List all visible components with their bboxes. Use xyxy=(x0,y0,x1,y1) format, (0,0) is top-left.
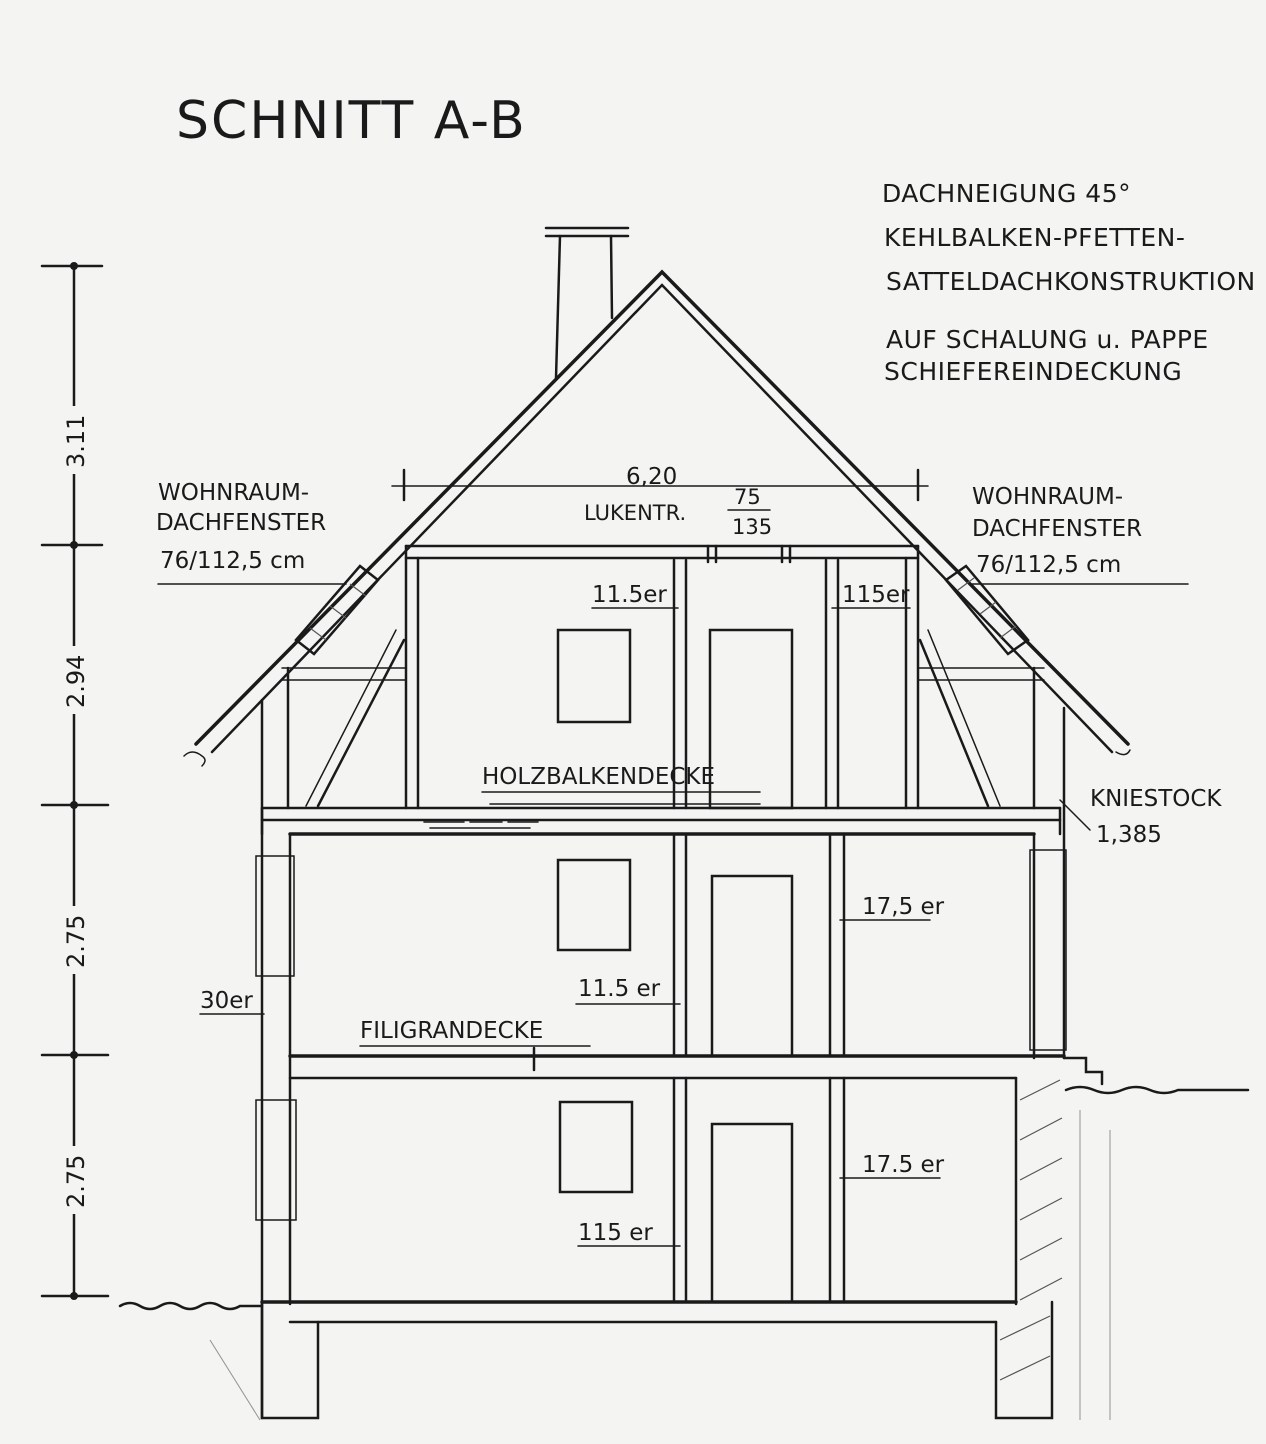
level-dimension-line xyxy=(42,262,108,1300)
construction-notes xyxy=(882,179,1256,386)
dormer-left-line1: WOHNRAUM- xyxy=(158,480,310,506)
chimney xyxy=(546,228,628,378)
label-upper-wall-mid: 11.5 er xyxy=(578,976,661,1002)
width-top-value: 6,20 xyxy=(626,464,678,490)
ground-floor xyxy=(256,1078,844,1302)
hatch-size-num: 75 xyxy=(734,485,761,509)
dormer-right-line1: WOHNRAUM- xyxy=(972,484,1124,510)
width-dimension xyxy=(392,464,928,539)
label-kniestock: KNIESTOCK xyxy=(1090,786,1222,812)
foundation xyxy=(262,1080,1062,1418)
dormer-left-line2: DACHFENSTER xyxy=(156,510,327,536)
dormer-right xyxy=(946,566,1028,654)
note-roof-pitch: DACHNEIGUNG 45° xyxy=(882,179,1132,208)
label-filigrandecke: FILIGRANDECKE xyxy=(360,1018,544,1044)
dormer-right-line2: DACHFENSTER xyxy=(972,516,1143,542)
drawing-title: SCHNITT A-B xyxy=(176,91,527,151)
hatch-label: LUKENTR. xyxy=(584,501,687,525)
label-leaders xyxy=(200,608,1090,1246)
label-kniestock-value: 1,385 xyxy=(1096,822,1162,848)
note-covering-2: SCHIEFEREINDECKUNG xyxy=(884,357,1183,386)
note-construction-1: KEHLBALKEN-PFETTEN- xyxy=(884,223,1186,252)
level-attic-roof: 3.11 xyxy=(62,414,90,468)
label-attic-wall-right: 115er xyxy=(842,582,910,608)
level-attic: 2.94 xyxy=(62,654,90,708)
label-upper-wall-right: 17,5 er xyxy=(862,894,945,920)
label-outer-wall: 30er xyxy=(200,988,253,1014)
ground-floor-slab xyxy=(290,1048,1064,1078)
label-attic-wall-left: 11.5er xyxy=(592,582,667,608)
level-ground-floor: 2.75 xyxy=(62,1154,90,1208)
collar-beam xyxy=(406,546,918,562)
label-ground-wall-mid: 115 er xyxy=(578,1220,653,1246)
hatch-size-den: 135 xyxy=(732,515,773,539)
level-upper-floor: 2.75 xyxy=(62,914,90,968)
attic-floor-slab xyxy=(262,808,1060,834)
dormer-left-line3: 76/112,5 cm xyxy=(160,548,306,574)
note-covering-1: AUF SCHALUNG u. PAPPE xyxy=(886,325,1209,354)
label-holzbalkendecke: HOLZBALKENDECKE xyxy=(482,764,716,790)
note-construction-2: SATTELDACHKONSTRUKTION xyxy=(886,267,1256,296)
dormer-right-line3: 76/112,5 cm xyxy=(976,552,1122,578)
dormer-left xyxy=(296,566,378,654)
label-ground-wall-right: 17.5 er xyxy=(862,1152,945,1178)
